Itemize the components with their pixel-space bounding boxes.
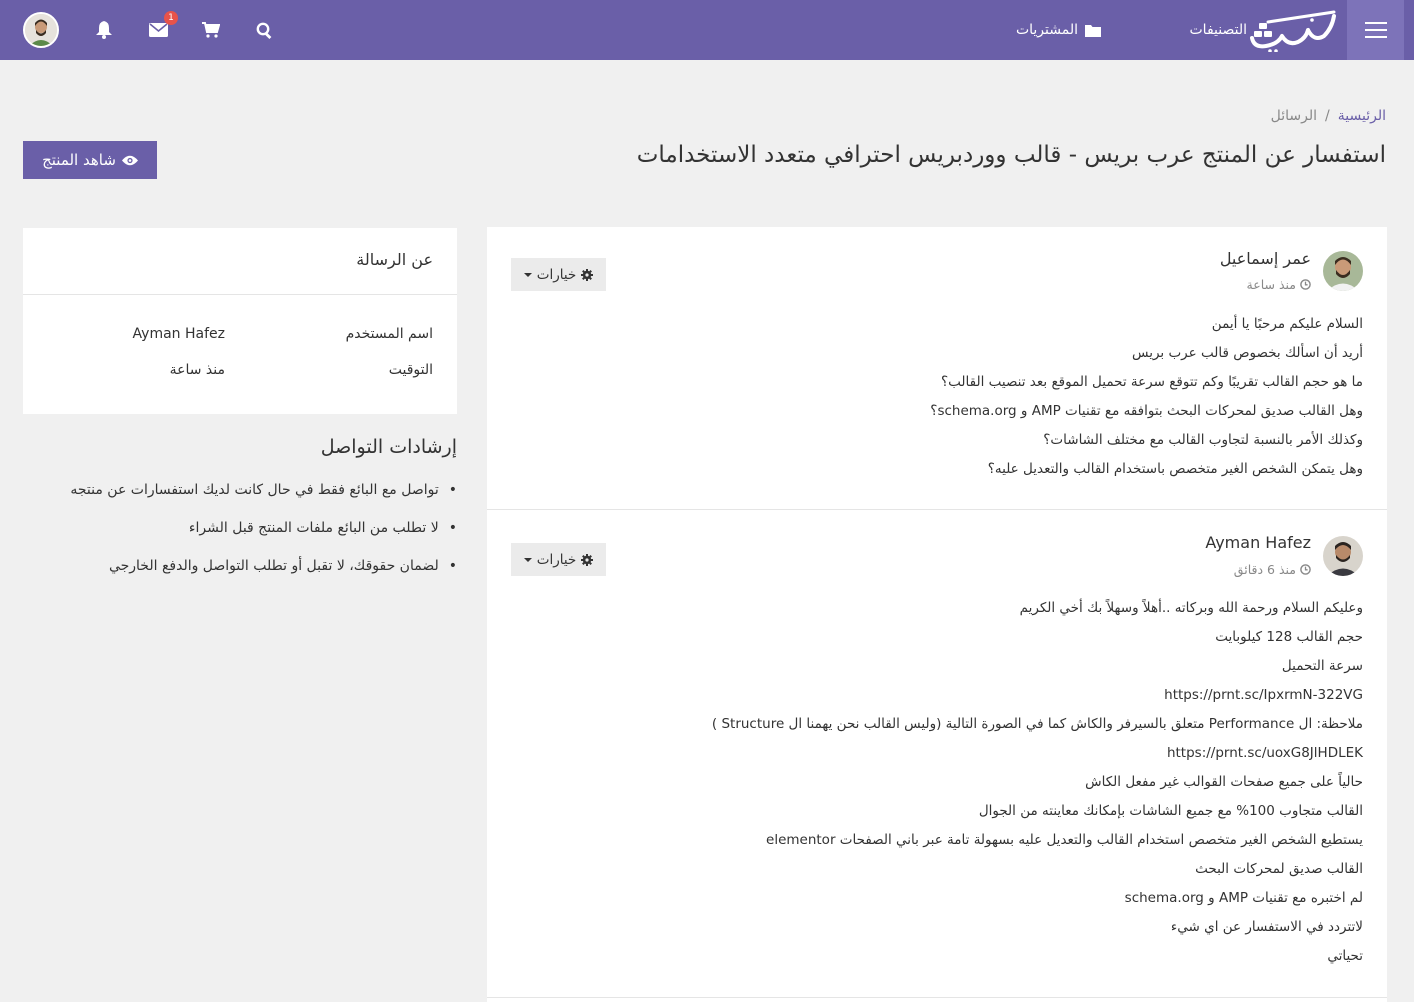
message-options-label: خيارات: [536, 266, 577, 283]
bell-icon[interactable]: [92, 18, 116, 42]
author-avatar: [1323, 536, 1363, 576]
breadcrumb: [1271, 108, 1386, 124]
guideline-item: • لا تطلب من البائع ملفات المنتج قبل الشراء: [47, 516, 457, 554]
nav-purchases[interactable]: [1016, 0, 1101, 60]
message-options-button[interactable]: [511, 543, 606, 576]
breadcrumb-current: الرسائل: [1270, 108, 1318, 124]
about-value: منذ ساعة: [169, 362, 225, 378]
top-navbar: [0, 0, 1414, 60]
about-key: اسم المستخدم: [345, 326, 433, 342]
eye-icon: [122, 155, 138, 166]
message-link[interactable]: https://prnt.sc/IpxrmN-322VG: [1164, 687, 1363, 703]
message-time: [1234, 562, 1311, 577]
breadcrumb-separator: /: [1325, 108, 1330, 124]
nav-categories-label: التصنيفات: [1189, 22, 1247, 38]
guideline-item: • لضمان حقوقك، لا تقبل أو تطلب التواصل والدفع الخارجي: [47, 554, 457, 592]
message-link[interactable]: https://prnt.sc/uoxG8JlHDLEK: [1166, 745, 1363, 761]
message-line: يستطيع الشخص الغير متخصص استخدام القالب والتعديل عليه بسهولة تامة عبر باني الصفحات elementor: [766, 832, 1363, 848]
message-time-label: منذ 6 دقائق: [1233, 562, 1296, 577]
message-time: [1247, 277, 1311, 292]
message-line: القالب صديق لمحركات البحث: [1195, 861, 1363, 877]
nav-categories[interactable]: [1190, 0, 1273, 60]
message-line: لاتتردد في الاستفسار عن اي شيء: [1170, 919, 1363, 935]
message-options-button[interactable]: [511, 258, 606, 291]
message-author[interactable]: Ayman Hafez: [1205, 533, 1311, 552]
message-line: ملاحظة: ال Performance متعلق بالسيرفر والكاش كما في الصورة التالية (وليس القالب نحن يهمنا ال Structure ): [711, 716, 1363, 732]
message-line: حجم القالب 128 كيلوبايت: [1215, 629, 1363, 645]
view-product-button[interactable]: [23, 141, 157, 179]
message-line: ما هو حجم القالب تقريبًا وكم تتوقع سرعة تحميل الموقع بعد تنصيب القالب؟: [941, 374, 1363, 390]
message-line: وهل يتمكن الشخص الغير متخصص باستخدام القالب والتعديل عليه؟: [987, 461, 1363, 477]
guidelines-title: إرشادات التواصل: [320, 436, 457, 458]
message-item: [487, 511, 1387, 998]
message-line: وهل القالب صديق لمحركات البحث بتوافقه مع تقنيات AMP و schema.org؟: [930, 403, 1363, 419]
breadcrumb-home[interactable]: الرئيسية: [1337, 108, 1386, 124]
clock-icon: [1300, 564, 1311, 575]
message-line: وكذلك الأمر بالنسبة لتجاوب القالب مع مختلف الشاشات؟: [1043, 432, 1363, 448]
chevron-down-icon: [524, 273, 532, 277]
about-key: التوقيت: [388, 362, 433, 378]
message-line: لم اختبره مع تقنيات AMP و schema.org: [1124, 890, 1363, 906]
clock-icon: [1300, 279, 1311, 290]
message-line: تحياتي: [1327, 948, 1363, 964]
about-message-card: [23, 228, 457, 414]
view-product-label: شاهد المنتج: [42, 151, 116, 169]
page-title: استفسار عن المنتج عرب بريس - قالب ووردبريس احترافي متعدد الاستخدامات: [636, 142, 1386, 168]
guidelines-list: [47, 478, 457, 592]
message-line: سرعة التحميل: [1281, 658, 1363, 674]
folder-icon: [1085, 24, 1101, 37]
message-options-label: خيارات: [536, 551, 577, 568]
about-row-username: [23, 326, 457, 348]
message-line: السلام عليكم مرحبًا يا أيمن: [1211, 316, 1363, 332]
message-author[interactable]: عمر إسماعيل: [1219, 249, 1311, 268]
message-time-label: منذ ساعة: [1246, 277, 1296, 292]
chevron-down-icon: [524, 558, 532, 562]
about-value: Ayman Hafez: [132, 326, 225, 342]
nav-purchases-label: المشتريات: [1015, 22, 1078, 38]
message-line: وعليكم السلام ورحمة الله وبركاته ..أهلاً وسهلاً بك أخي الكريم: [1019, 600, 1363, 616]
menu-icon[interactable]: [1347, 0, 1404, 60]
message-line: القالب متجاوب 100% مع جميع الشاشات بإمكانك معاينته من الجوال: [978, 803, 1363, 819]
user-avatar[interactable]: [23, 12, 59, 48]
author-avatar: [1323, 251, 1363, 291]
guideline-item: • تواصل مع البائع فقط في حال كانت لديك استفسارات عن منتجه: [47, 478, 457, 516]
message-line: حالياً على جميع صفحات القوالب غير مفعل الكاش: [1085, 774, 1363, 790]
mail-icon[interactable]: [146, 13, 174, 42]
message-body: [583, 594, 1363, 971]
gear-icon: [581, 554, 593, 566]
message-item: [487, 227, 1387, 510]
message-line: أريد أن اسألك بخصوص قالب عرب بريس: [1132, 345, 1363, 361]
about-row-time: [23, 362, 457, 384]
mail-badge: 1: [164, 11, 178, 25]
gear-icon: [581, 269, 593, 281]
messages-card: [487, 227, 1387, 1002]
search-icon[interactable]: [252, 18, 276, 42]
cart-icon[interactable]: [199, 18, 223, 42]
about-message-title: عن الرسالة: [23, 228, 457, 295]
categories-icon: [1254, 23, 1272, 38]
message-body: [583, 310, 1363, 484]
